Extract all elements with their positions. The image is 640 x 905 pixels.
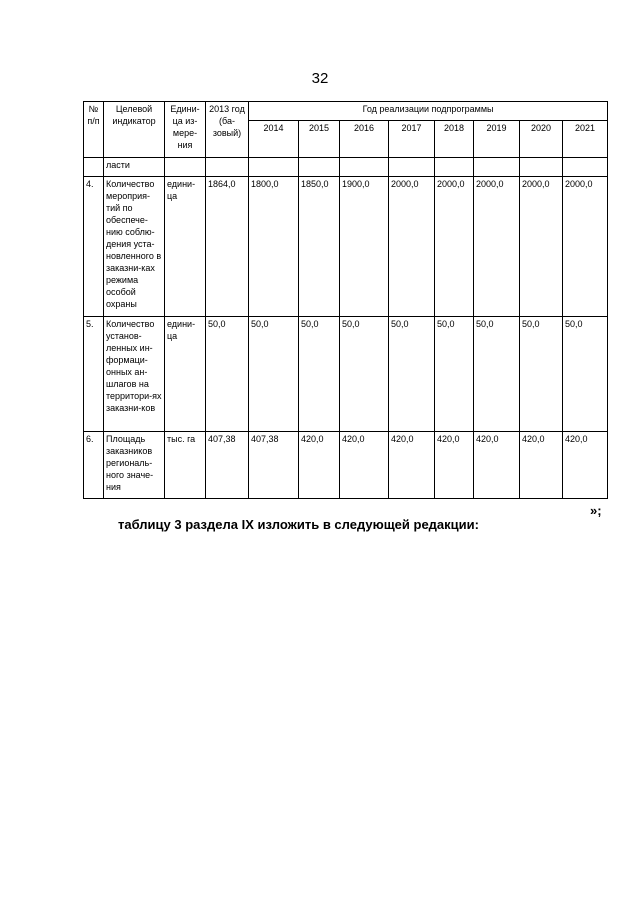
year-value: 50,0 [299, 317, 340, 432]
unit-cell: тыс. га [165, 432, 206, 499]
year-value: 420,0 [520, 432, 563, 499]
table-row [84, 317, 608, 432]
year-value: 2000,0 [435, 177, 474, 317]
year-value: 420,0 [299, 432, 340, 499]
year-value: 50,0 [340, 317, 389, 432]
header-year: 2015 [299, 121, 340, 158]
page-number: 32 [311, 70, 329, 87]
year-value: 420,0 [340, 432, 389, 499]
header-year: 2021 [563, 121, 608, 158]
year-value: 2000,0 [520, 177, 563, 317]
header-year: 2019 [474, 121, 520, 158]
header-indicator: Целевой индикатор [104, 102, 165, 158]
header-period: Год реализации подпрограммы [249, 102, 608, 121]
year-value: 2000,0 [474, 177, 520, 317]
base-value: 50,0 [206, 317, 249, 432]
header-num: № п/п [84, 102, 104, 158]
year-value: 1900,0 [340, 177, 389, 317]
year-value: 50,0 [474, 317, 520, 432]
year-value: 2000,0 [563, 177, 608, 317]
indicator-name: Количество установ-ленных ин-формаци-онных ан-шлагов на территори-ях заказни-ков [104, 317, 165, 432]
year-value: 50,0 [435, 317, 474, 432]
indicator-name: Количество мероприя-тий по обеспече-нию соблю-дения уста-новленного в заказни-ках режима особой охраны [104, 177, 165, 317]
year-value: 407,38 [249, 432, 299, 499]
header-year: 2016 [340, 121, 389, 158]
indicator-name: Площадь заказников региональ-ного значе-ния [104, 432, 165, 499]
header-base-year: 2013 год (ба-зовый) [206, 102, 249, 158]
row-number: 4. [84, 177, 104, 317]
closing-quote: »; [590, 503, 602, 518]
row-number: 5. [84, 317, 104, 432]
year-value: 50,0 [563, 317, 608, 432]
table-row [84, 432, 608, 499]
year-value: 420,0 [435, 432, 474, 499]
row-number: 6. [84, 432, 104, 499]
unit-cell: едини-ца [165, 317, 206, 432]
year-value: 1800,0 [249, 177, 299, 317]
header-unit: Едини-ца из-мере-ния [165, 102, 206, 158]
base-value: 407,38 [206, 432, 249, 499]
base-value: 1864,0 [206, 177, 249, 317]
year-value: 420,0 [474, 432, 520, 499]
instruction-text: таблицу 3 раздела IX изложить в следующей редакции: [118, 517, 479, 532]
table-row [84, 177, 608, 317]
header-year: 2018 [435, 121, 474, 158]
indicators-table [83, 101, 608, 499]
year-value: 420,0 [563, 432, 608, 499]
unit-cell: едини-ца [165, 177, 206, 317]
year-value: 50,0 [389, 317, 435, 432]
year-value: 1850,0 [299, 177, 340, 317]
header-year: 2020 [520, 121, 563, 158]
header-year: 2017 [389, 121, 435, 158]
year-value: 50,0 [520, 317, 563, 432]
year-value: 2000,0 [389, 177, 435, 317]
continuation-row [84, 158, 608, 177]
continuation-text: ласти [104, 158, 165, 177]
header-year: 2014 [249, 121, 299, 158]
year-value: 50,0 [249, 317, 299, 432]
year-value: 420,0 [389, 432, 435, 499]
